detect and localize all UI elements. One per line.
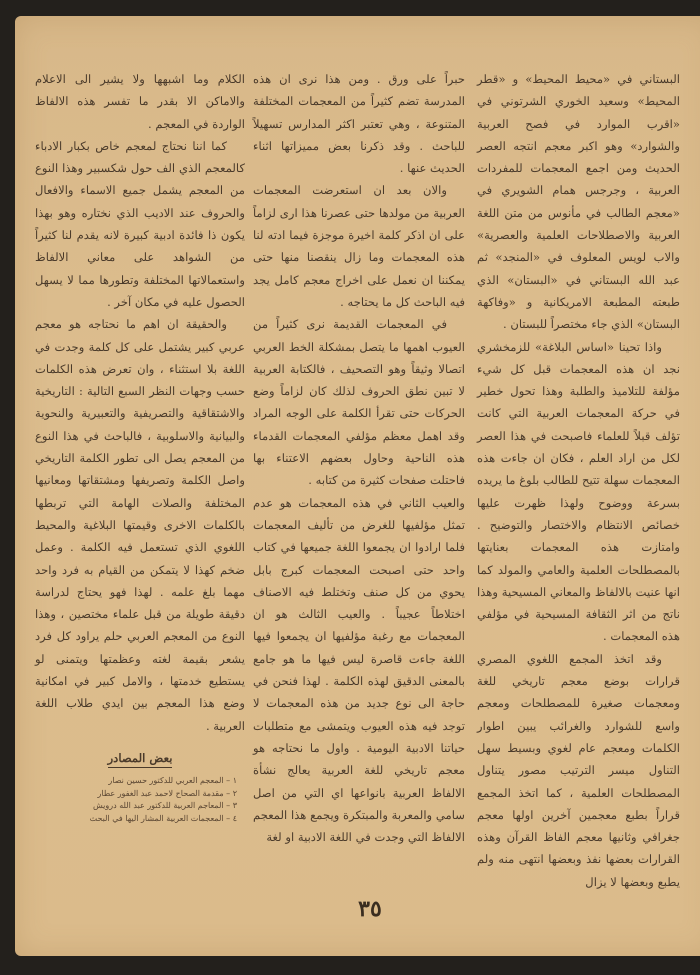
paragraph: حبراً على ورق . ومن هذا نرى ان هذه المدرسة تضم كثيراً من المعجمات المختلفة المتنوعة ، وهي تعتبر اكثر المدارس تسهيلاً للباحث . وقد ذكرنا بعض مميزاتها اثناء الحديث عنها . (253, 72, 465, 176)
reference-item: ٣ – المعاجم العربية للدكتور عبد الله درويش (92, 801, 237, 811)
paragraph: في المعجمات القديمة نرى كثيراً من العيوب اهمها ما يتصل بمشكلة الخط العربي اتصالا وثيقاً وهو التصحيف ، فالكتابة العربية لا تبين نطق الحروف لذلك كان لزاماً وضع الحركات حتى تقرأ الكلمة على الوجه المراد وقد اهمل معظم مؤلفي المعجمات القدماء هذه الناحية وحاول بعضهم الاعتناء بها فاحتلت صفحات كثيرة من كتابه . (253, 317, 465, 488)
magazine-page (15, 16, 700, 956)
references-title: بعض المصادر (108, 751, 173, 768)
paragraph: كما اننا نحتاج لمعجم خاص بكبار الادباء كالمعجم الذي الف حول شكسبير وهذا النوع من المعجم يشمل جميع الاسماء والافعال والحروف عند الاديب الذي نختاره وهو بهذا يكون ذا فائدة ادبية كبيرة لانه يقدم لنا كثيراً من الشواهد على معاني الالفاظ واستعمالاتها المختلفة وتطورها مما لا يسهل الحصول عليه في مكان آخر . (35, 138, 245, 309)
page-number: ٣٥ (358, 896, 382, 922)
reference-item: ٤ – المعجمات العربية المشار اليها في البحث (89, 813, 237, 823)
paragraph: وقد اتخذ المجمع اللغوي المصري قرارات بوضع معجم تاريخي للغة ومعجمات صغيرة للمصطلحات ومعجم واسع للشوارد والغرائب يبين اطوار الكلمات ومعجم عام لغوي وبسيط سهل التناول ميسر الترتيب مصور يتناول المصطلحات العلمية ، كما اتخذ المجمع قراراً بطبع معجمين آخرين اولها معجم جغرافي وثانيها معجم الفاظ القرآن وهذه القرارات بعضها نفذ وبعضها انتهى منه ولم يطبع وبعضها لا يزال (477, 651, 680, 889)
reference-item: ٢ – مقدمة الصحاح لاحمد عبد الغفور عطار (97, 788, 237, 798)
paragraph: البستاني في «محيط المحيط» و «قطر المحيط» وسعيد الخوري الشرتوني في «اقرب الموارد في فصح العربية والشوارد» وهو اكبر معجم انتجه العصر الحديث ومن اجمع المعجمات للمفردات العربية ، وجرجس همام الشويري في «معجم الطالب في مأنوس من متن اللغة العربية والاصطلاحات العلمية والعصرية» والاب لويس المعلوف في «المنجد» ثم عبد الله البستاني في «البستان» الذي طبعته المطبعة الامريكانية و «وفاكهة البستان» الذي جاء مختصراً للبستان . (477, 72, 680, 332)
paragraph: الكلام وما اشبهها ولا يشير الى الاعلام والاماكن الا بقدر ما تفسر هذه الالفاظ الواردة في المعجم . (35, 72, 245, 131)
references-list (35, 775, 245, 825)
references-heading (35, 747, 245, 769)
paragraph: والحقيقة ان اهم ما نحتاجه هو معجم عربي كبير يشتمل على كل كلمة وجدت في اللغة بلا استثناء ، وان تعرض هذه الكلمات حسب وجهات النظر السبع التالية : التاريخية والاشتقاقية والتصريفية والتعبيرية والنحوية والبيانية والاسلوبية ، فالباحث في هذا النوع من المعجم يصل الى تطور الكلمة التاريخي واصل الكلمة وتصريفها ومشتقاتها ومعانيها المختلفة والصلات الهامة التي تربطها بالكلمات الاخرى وقيمتها البلاغية والمحيط اللغوي الذي تستعمل فيه الكلمة . وعمل ضخم كهذا لا يتمكن من القيام به فرد واحد مهما بلغ علمه . لهذا فهو يحتاج لدراسة دقيقة طويلة من قبل علماء مختصين ، وهذا النوع من المعجم العربي حلم يراود كل فرد يشعر بقيمة لغته وعظمتها ويتمنى لو يستطيع خدمتها ، والامل كبير في امكانية وضع هذا المعجم بين ايدي طلاب اللغة العربية . (35, 317, 245, 733)
paragraph: واذا تحينا «اساس البلاغة» للزمخشري نجد ان هذه المعجمات قبل كل شيء مؤلفة للتلاميذ والطلبة وهذا تحول خطير في حركة المعجمات العربية التي كانت تؤلف قبلاً للعلماء فاصبحت في هذا العصر لكل من اراد العلم ، فكان ان جاءت هذه المعجمات سهلة تتيح للطالب بلوغ ما يريده بسرعة ووضوح ولهذا ظهرت عليها خصائص الانتظام والاختصار والتوضيح . وامتازت هذه المعجمات بعنايتها بالمصطلحات العلمية والعامي والمولد كما انها عنيت بالالفاظ والمعاني المسيحية وهذا ناتج من اثر الثقافة المسيحية في مؤلفي هذه المعجمات . (477, 339, 680, 644)
column-middle (253, 68, 465, 848)
paragraph: والعيب الثاني في هذه المعجمات هو عدم تمثل مؤلفيها للغرض من تأليف المعجمات فلما ارادوا ان يجمعوا اللغة جميعها في كتاب واحد حتى اصبحت المعجمات كبرج بابل يحوي من كل صنف وتختلط فيه الاصناف اختلاطاً عجيباً . والعيب الثالث هو ان المعجمات مع رغبة مؤلفيها ان يجمعوا فيها اللغة جاءت قاصرة ليس فيها ما هو جامع بالمعنى الدقيق لهذه الكلمة . لهذا فنحن في حاجة الى نوع جديد من هذه المعجمات لا توجد فيه هذه العيوب ويتمشى مع متطلبات حياتنا الادبية اليومية . واول ما نحتاجه هو معجم تاريخي للغة العربية يعالج نشأة الالفاظ العربية بانواعها اي التي من اصل سامي والمعربة والمبتكرة ويجمع هذا المعجم الالفاظ التي وجدت في اللغة الادبية او لغة (253, 495, 465, 845)
reference-item: ١ – المعجم العربي للدكتور حسين نصار (108, 776, 237, 786)
paragraph: والان بعد ان استعرضت المعجمات العربية من مولدها حتى عصرنا هذا ارى لزاماً على ان اذكر كلمة اخيرة موجزة فيما ادته لنا هذه المعجمات وما زال ينقصنا منها حتى يمكننا ان نعمل على اخراج معجم كامل يجد فيه الباحث كل ما يحتاجه . (253, 183, 465, 309)
column-right (477, 68, 680, 893)
column-left (35, 68, 245, 825)
